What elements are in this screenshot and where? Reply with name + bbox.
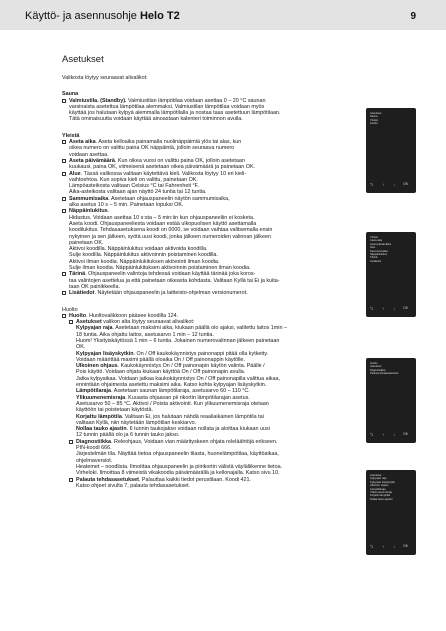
huolto-heading: Huolto (62, 306, 78, 313)
list-item (62, 290, 342, 296)
item-text: painetaan OK. (69, 239, 104, 246)
item-text: Hidastus. Voidaan asettaa 10 s:sta – 5 min:iin kun ohjauspaneeliin ei kosketa. (69, 214, 255, 221)
ok-button-icon: OK (403, 544, 409, 548)
sub-item (76, 414, 342, 427)
sub-item (76, 351, 342, 364)
ok-button-icon: OK (403, 432, 409, 436)
item-term: Palauta tehdasasetukset (76, 476, 139, 483)
sub-list (62, 325, 342, 438)
sub-item-text: valitaan Kyllä, niin näytetään lämpötilan keskiarvo. (76, 419, 197, 426)
item-text: varsinaista asetettua lämpötilaa alemmaksi. Valmiustilan lämpötilaa voidaan myös (69, 103, 265, 110)
sub-item-text: . On / Off kaukokäynnistys painonappi pitää olla kytketty. (133, 350, 269, 357)
item-text: Sulje ilman koodia. Näppäinlukituksen aktivoinnin poistaminen ilman koodia. (69, 265, 251, 272)
arrow-down-icon: ↓ (393, 306, 395, 311)
back-icon: ⮌ (370, 432, 374, 437)
list-item (62, 158, 342, 171)
panel-menu-item: Diagnostiikka (370, 368, 386, 372)
item-term: Valmiustila. (Standby). (69, 97, 127, 104)
item-text: . Releohjaus, Voidaan vian määrityskeen ohjata releläähtöjä erikseen. (111, 438, 278, 445)
panel-title: Asetukset (370, 112, 382, 115)
panel-menu-item: Korjattu lämpötila (370, 494, 391, 498)
checkbox-bullet-icon (62, 197, 66, 201)
item-term: Näppäinlukitus (69, 208, 108, 215)
header-title-text: Käyttö- ja asennusohje (25, 10, 137, 22)
intro-text: Valikosta löytyy seuraavat alivalikot: (62, 75, 148, 81)
item-text: PIN-koodi 666. (76, 445, 112, 452)
sub-item-text: käyttöön tai poistetaan käytöstä. (76, 407, 154, 414)
sub-item-text: 18 tuntia. Aika ohjattu laitos, asetusarvo 1 min – 12 tuntia. (76, 331, 214, 338)
checkbox-bullet-icon (62, 99, 66, 103)
checkbox-bullet-icon (69, 478, 73, 482)
header-model: Helo T2 (139, 10, 180, 22)
sub-item-text: . Valitaan Ei, jos halutaan nähdä reaaliaikainen lämpötila tai (121, 413, 264, 420)
yleista-heading: Yleistä (62, 132, 80, 139)
item-text: Valmiustilan lämpötilaa voidaan asettaa 0 – 20 °C saunan (126, 97, 266, 104)
control-panel-screen-asetukset (366, 108, 416, 193)
panel-menu-item: Kylpyajan raja (370, 477, 387, 481)
item-text: Heatemet – noodlista. Ilmoittaa ohjauspaneelin ja piirikortin välistä väyläliikenne tietoa. (76, 463, 283, 470)
checkbox-bullet-icon (62, 272, 66, 276)
item-text: ohjelmaversiot. (76, 457, 113, 464)
list-item (69, 319, 342, 325)
list-item (62, 139, 342, 158)
checkbox-bullet-icon (62, 209, 66, 213)
panel-buttons (370, 306, 412, 312)
list-item (62, 98, 342, 123)
item-text: . Kun oikea vuosi on valittu paina OK, jolloin asetetaan (114, 157, 245, 164)
item-text: Virheloki. Ilmoittaa 8 viimeistä vikakoodia päivämäärällä ja kellonajalla. Katso sivu 10. (76, 470, 280, 477)
item-text: . Näytetään ohjauspaneelin ja laitteisto-ohjelman versionumerot. (94, 290, 248, 297)
list-item (69, 477, 342, 490)
item-text: nykyinen ja sen jälkeen, syötä uusi koodi, jonka jälkeen numeroiden valinnan jälkeen (69, 233, 271, 240)
sauna-heading: Sauna (62, 91, 79, 98)
item-text: . (107, 208, 110, 215)
sub-item-term: Nollaa tauko ajastin (76, 426, 127, 433)
sub-item-text: Asetusarvo 50 – 85 °C. Aktivoi / Poista aktivointi. Kun ylikuumenemisraja otetaan (76, 400, 269, 407)
header-title (25, 10, 180, 23)
arrow-up-icon: ↑ (382, 182, 384, 187)
panel-menu-item: Aseta aika (370, 239, 383, 243)
sub-item-text: . Kaukokäynnistys On / Off painonapin käytön valinta. Päälle / (117, 363, 265, 370)
list-item (62, 208, 342, 271)
panel-menu-item: Lämpötilaraja (370, 487, 386, 491)
item-text: . Ohjauspaneelin valintoja tehdessä voidaan käyttää tärinää joka koros- (85, 271, 256, 278)
panel-menu-item: Tärinä (370, 256, 378, 260)
panel-menu (370, 474, 412, 501)
sub-item-text: 12 tunnin päällä olo ja 6 tunnin tauko jakso. (76, 432, 180, 439)
item-text: Aktivoi ilman koodia. Näppäinlukituksen aktivointi ilman koodia. (69, 258, 220, 265)
page-number: 9 (410, 11, 416, 22)
item-text: . Tässä valikossa valitaan käytettävä kieli. Valikosta löytyy 10 eri kieli- (80, 170, 247, 177)
item-text: Lämpöasteikosta valitaan Celsius °C tai Fahrenheit °F. (69, 183, 199, 190)
back-icon: ⮌ (370, 182, 374, 187)
sub-item (76, 363, 342, 388)
item-text: . Asetetaan ohjauspaneelin näytön sammumisaika, (108, 195, 230, 202)
sub-item-text: Huom! Yksityiskäytössä 1 min – 6 tuntia. Jokainen numerovalinnan jälkeen painetaan (76, 337, 280, 344)
panel-menu-item: Kylpyajan lisäyskytkin (370, 480, 396, 484)
item-term: Diagnostiikka (76, 438, 112, 445)
panel-menu-item: Ulkoinen ohjaus (370, 484, 389, 488)
page-header (0, 0, 446, 30)
item-text: . Palauttaa kaikki tiedot perustilaan. Koodi 421. (138, 476, 251, 483)
panel-title: Asetukset (370, 474, 382, 477)
item-term: Huolto (69, 312, 87, 319)
panel-buttons (370, 432, 412, 438)
panel-menu (370, 112, 412, 126)
checkbox-bullet-icon (62, 140, 66, 144)
control-panel-screen-huolto (366, 358, 416, 443)
panel-menu-item: Sauna (370, 115, 378, 119)
item-text: Aseta koodi. Ohjauspaneeliesta voidaan estää ulkopuolisen käyttö asettamalla (69, 220, 257, 227)
control-panel-screen-huolto-asetukset (366, 470, 416, 555)
item-term: Sammumisaika (69, 195, 109, 202)
sub-item (76, 395, 342, 414)
panel-buttons (370, 544, 412, 550)
arrow-down-icon: ↓ (393, 182, 395, 187)
panel-menu-item: Asetukset (370, 365, 382, 369)
checkbox-bullet-icon (62, 159, 66, 163)
sub-item-text: . 6 tunnin taukojakso voidaan nollata ja aloittaa kiukaan uusi (126, 426, 270, 433)
sub-item-term: Ulkoinen ohjaus (76, 363, 118, 370)
checkbox-bullet-icon (62, 291, 66, 295)
item-term: Lisätiedot (69, 290, 95, 297)
sub-item-term: Lämpötilaraja (76, 388, 112, 395)
item-text: . Aseta kelloaika painamalla nuolinäppäimiä ylös tai alas, kun (95, 139, 242, 146)
item-term: Alue (69, 170, 81, 177)
list-item (62, 196, 342, 209)
panel-menu (370, 362, 412, 376)
panel-title: Huolto (370, 362, 378, 365)
checkbox-bullet-icon (62, 172, 66, 176)
back-icon: ⮌ (370, 306, 374, 311)
panel-menu-item: Nollaa tauko ajastin (370, 497, 393, 501)
item-term: Asetukset (76, 319, 102, 326)
item-text: . Huoltovalikkoon pääsee koodilla 124. (86, 312, 179, 319)
sub-item-term: Kylpyajan lisäyskytkin (76, 350, 134, 357)
item-text: Sulje koodilla. Näppäinlukitus aktivoinnin poistaminen koodilla. (69, 252, 218, 259)
checkbox-bullet-icon (69, 440, 73, 444)
item-text: Aika-asteikosta valitaan ajan näyttö 24 tuntia tai 12 tuntia. (69, 189, 207, 196)
ok-button-icon: OK (403, 182, 409, 186)
section-title: Asetukset (62, 54, 104, 65)
sub-item (76, 325, 342, 350)
panel-menu-item: Lisätiedot (370, 259, 382, 263)
sub-item-term: Kylpyajan raja (76, 325, 113, 332)
panel-menu-item: Aseta päivämäärä (370, 242, 391, 246)
main-content (62, 54, 342, 489)
list-item (62, 171, 342, 196)
item-term: Tärinä (69, 271, 86, 278)
arrow-up-icon: ↑ (382, 544, 384, 549)
checkbox-bullet-icon (62, 314, 66, 318)
item-text: alka asetus 10 s – 5 min. Painetaan lopuksi OK. (69, 202, 184, 209)
ok-button-icon: OK (403, 306, 409, 310)
item-text: käyttää jos halutaan kylpyä alemmalla lämpötilalla ja nostaa taas asetettuun lämpötilaan. (69, 110, 281, 117)
item-text: vaihtoehtoa. Kun sopiva kieli on valittu, painetaan OK. (69, 176, 198, 183)
sub-item-text: . Asetetaan maksimi aika, kiukaan päällä olo ajaksi, valitettu laitos 1min – (112, 325, 287, 332)
item-text: kuukausi, paina OK, viimeisenä asetetaan oikea päivämäärä ja painetaan OK. (69, 164, 256, 171)
item-text: Järjestelmän tila. Näyttää tietoa ohjauspaneelin tilasta, huonelämpötilaa, käyttöaikaa, (76, 451, 279, 458)
item-text: Aktivoi koodilla. Näppäinlukitus voidaan aktivoida koodilla. (69, 246, 208, 253)
sub-item-text: . Asetetaan saunan lämpötilaraja, asetusarvo 60 – 110 °C. (111, 388, 250, 395)
panel-menu (370, 236, 412, 263)
control-panel-screen-yleista (366, 232, 416, 317)
item-text: taan OK painikkeella. (69, 283, 120, 290)
sub-item-text: . Kuuasta ohjaavan pii rikortin lämpötilarajan asetus. (125, 394, 250, 401)
panel-menu-item: Yleistä (370, 118, 378, 122)
arrow-down-icon: ↓ (393, 432, 395, 437)
sub-item (76, 426, 342, 439)
item-text: taa valintojen asettelua ja että painetaan oikeasta kohdasta. Valitaan Kyllä tai Ei ja kuita- (69, 277, 280, 284)
arrow-down-icon: ↓ (393, 544, 395, 549)
item-term: Aseta päivämäärä (69, 157, 115, 164)
arrow-up-icon: ↑ (382, 432, 384, 437)
panel-menu-item: Alue (370, 246, 376, 250)
item-term: Aseta aika (69, 139, 96, 146)
sub-item-text: OK. (76, 344, 86, 351)
sub-item-text: ennintään ohjaimesta asetettu maksimi aika. Katso kohta kylpyajan lisäyskytkin. (76, 382, 267, 389)
back-icon: ⮌ (370, 544, 374, 549)
item-text: Katso ohjeet sivulta 7, palauta tehdasasetukset. (76, 482, 191, 489)
checkbox-bullet-icon (69, 320, 73, 324)
panel-menu-item: Näppäinlukitus (370, 253, 388, 257)
item-text: valikon alta löytyy seuraavat alivalikot: (101, 319, 195, 326)
panel-buttons (370, 182, 412, 188)
panel-menu-item: Sammumisaika (370, 249, 388, 253)
panel-menu-item: Palauta tehdasasetukset (370, 372, 399, 376)
sub-item-term: Korjattu lämpötila (76, 413, 122, 420)
sub-item-text: Jatka kylpyaikaa. Voidaan jatkaa kaukokäynnistys On / Off painonapilla valittua aikaa, (76, 375, 280, 382)
panel-title: Yleistä (370, 236, 378, 239)
sub-item-text: Pois käyttö. Voidaan ohjata kiukaan käyttöä On / Off painonapin avulla. (76, 369, 246, 376)
list-item (69, 439, 342, 477)
arrow-up-icon: ↑ (382, 306, 384, 311)
item-text: Tätä ominaisuutta voidaan käyttää ainoastaan kalenteri toiminnon avulla. (69, 116, 243, 123)
sub-item-text: Voidaan määrittää maximi päällä oloaika On / Off painonappin käytölle. (76, 356, 245, 363)
panel-menu-item: Ylikuumenemisraja (370, 491, 392, 495)
panel-menu-item: Huolto (370, 122, 378, 126)
list-item (62, 271, 342, 290)
item-text: oikea numero on valittu paina OK näppäintä, jolloin seuraava numero (69, 145, 235, 152)
item-text: voidaan asettaa. (69, 151, 109, 158)
item-text: koodilukitus. Tehdasasetuksena koodi on 0000, se voidaan vaihtaa valitsemalla ensin (69, 227, 273, 234)
sub-item-term: Ylikuumenemisraja (76, 394, 126, 401)
